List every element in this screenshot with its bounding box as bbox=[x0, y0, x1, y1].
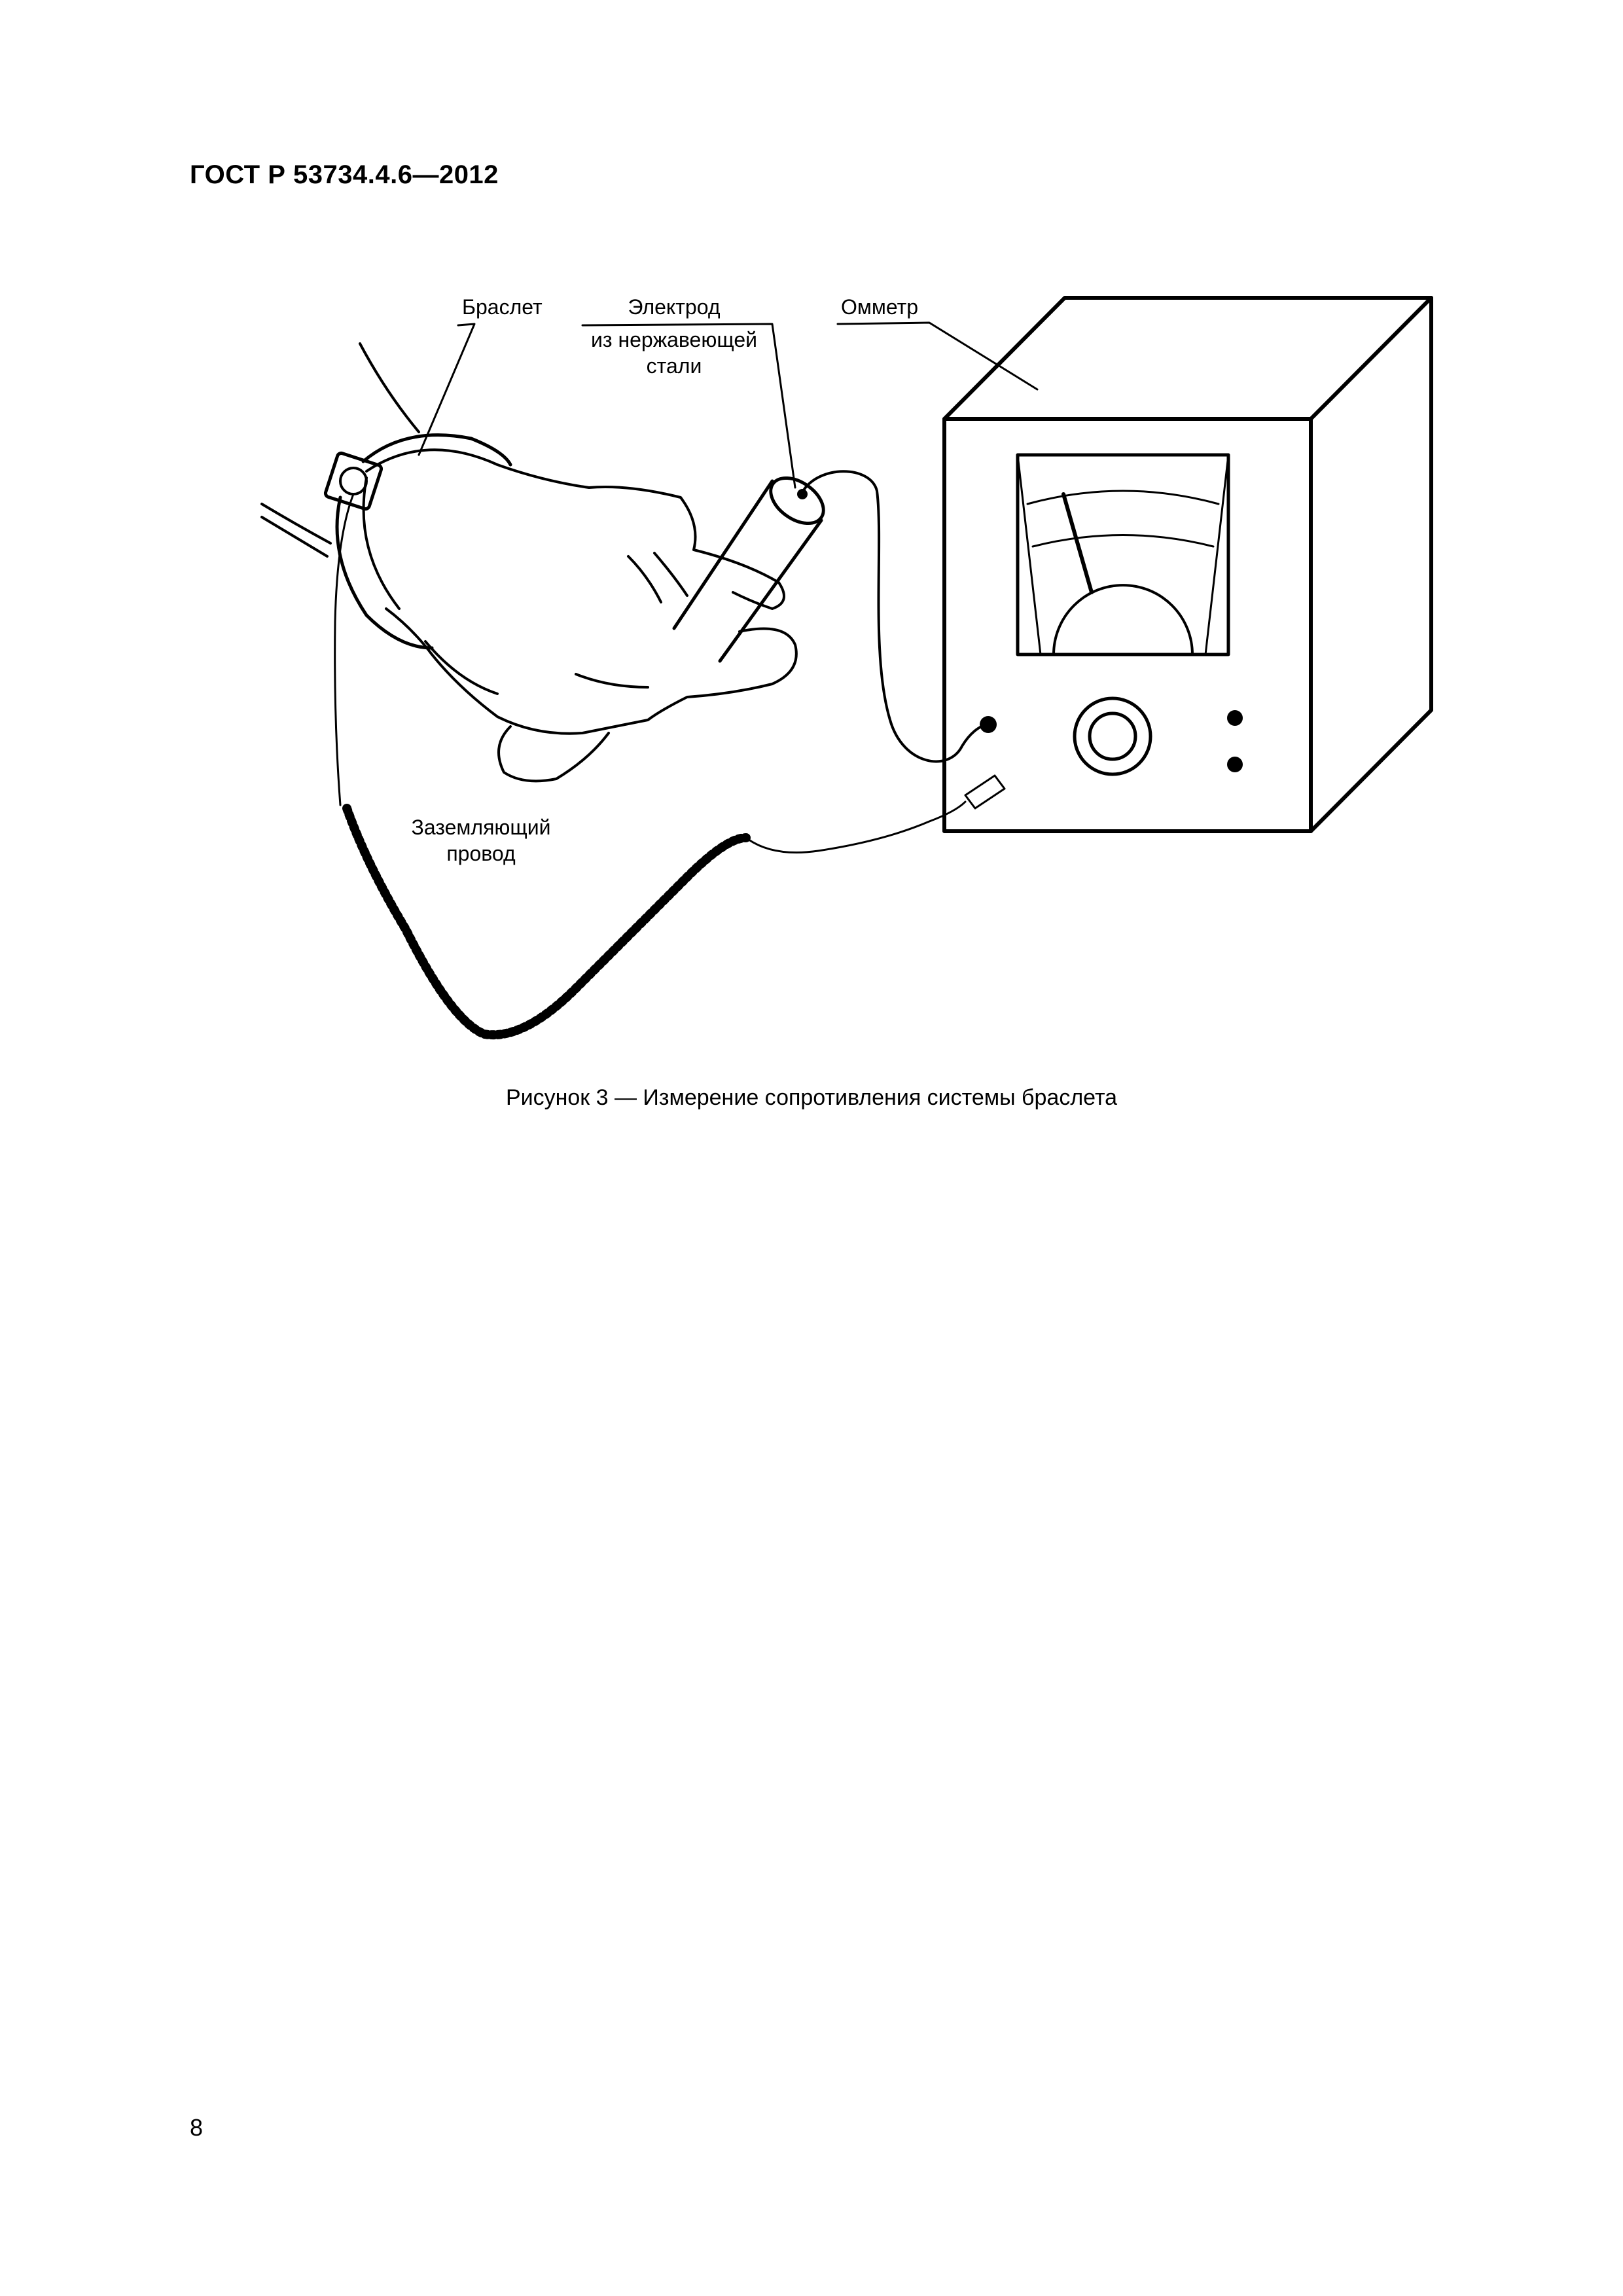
ground-cord-coil bbox=[347, 808, 746, 1035]
figure-wrist-strap-measurement bbox=[249, 281, 1492, 1100]
electrode-cylinder bbox=[674, 469, 832, 661]
figure-illustration bbox=[249, 281, 1492, 1100]
electrode-wire bbox=[802, 471, 985, 761]
label-ohmmeter: Омметр bbox=[841, 295, 919, 319]
ohmmeter-knob bbox=[1075, 698, 1150, 774]
label-ground-line2: провод bbox=[446, 842, 516, 865]
page-number: 8 bbox=[190, 2114, 204, 2141]
meter-plug bbox=[965, 776, 1005, 808]
indicator-dot-icon bbox=[1227, 710, 1243, 726]
document-header: ГОСТ Р 53734.4.6—2012 bbox=[190, 160, 499, 189]
indicator-dot-icon bbox=[1227, 757, 1243, 772]
meter-needle bbox=[1063, 494, 1092, 592]
figure-caption: Рисунок 3 — Измерение сопротивления системы браслета bbox=[505, 1085, 1118, 1110]
label-electrode-line3: стали bbox=[646, 354, 702, 378]
label-bracelet: Браслет bbox=[462, 295, 543, 319]
label-ground-line1: Заземляющий bbox=[411, 816, 551, 839]
label-electrode-line1: Электрод bbox=[628, 295, 721, 319]
meter-display bbox=[1018, 455, 1228, 655]
label-electrode-line2: из нержавеющей bbox=[591, 328, 757, 351]
wrist-strap bbox=[325, 435, 510, 648]
ground-cord-wire bbox=[746, 802, 965, 853]
